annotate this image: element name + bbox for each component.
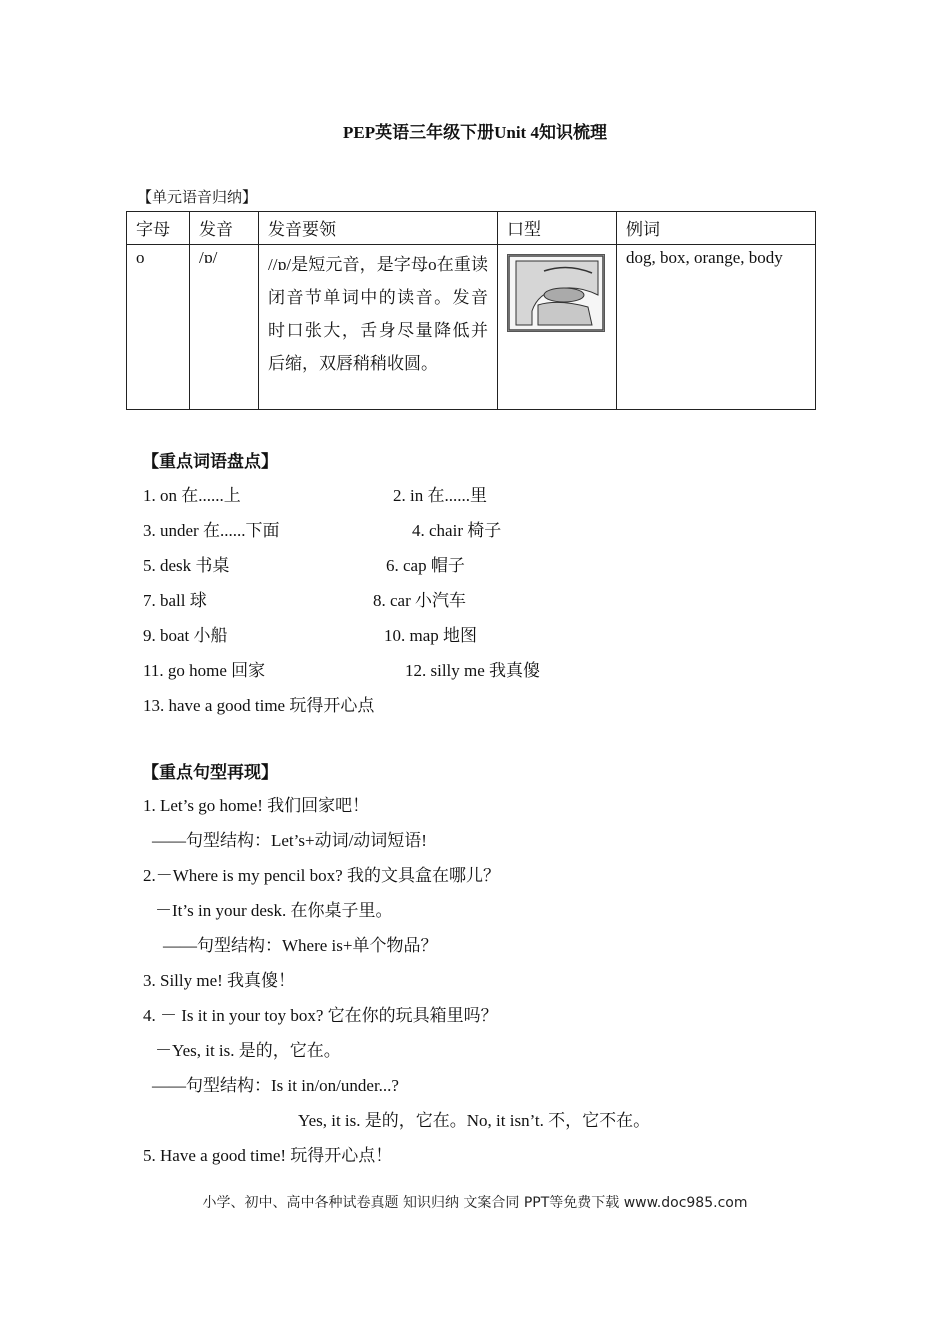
page-title: PEP英语三年级下册Unit 4知识梳理 (343, 123, 607, 142)
cell-letter: o (127, 245, 190, 410)
vocab-item: 8. car 小汽车 (373, 591, 467, 610)
sentence-line: 1. Let’s go home! 我们回家吧！ (143, 796, 370, 815)
vocab-item: 9. boat 小船 (143, 626, 228, 645)
phonics-table (126, 211, 816, 410)
header-letter: 字母 (127, 212, 190, 245)
phonics-row (127, 245, 816, 410)
phonics-heading: 【单元语音归纳】 (137, 190, 258, 206)
vocab-item: 3. under 在......下面 (143, 521, 280, 540)
footer-text: 小学、初中、高中各种试卷真题 知识归纳 文案合同 PPT等免费下载 www.doc985.com (202, 1195, 748, 1211)
vocab-item: 12. silly me 我真傻 (405, 661, 541, 680)
cell-mouth (498, 245, 617, 410)
sentence-line: 2.－Where is my pencil box? 我的文具盒在哪儿？ (143, 866, 500, 885)
cell-tip (259, 245, 498, 410)
header-tip: 发音要领 (259, 212, 498, 245)
vocab-heading: 【重点词语盘点】 (142, 452, 278, 471)
sentence-line: Yes, it is. 是的，它在。No, it isn’t. 不，它不在。 (298, 1111, 651, 1130)
header-mouth: 口型 (498, 212, 617, 245)
vocab-item: 2. in 在......里 (393, 486, 487, 505)
sentence-line: 3. Silly me! 我真傻！ (143, 971, 296, 990)
header-sound: 发音 (190, 212, 259, 245)
sentence-line: －It’s in your desk. 在你桌子里。 (155, 901, 393, 920)
vocab-item: 11. go home 回家 (143, 661, 266, 680)
header-examples: 例词 (617, 212, 816, 245)
vocab-item: 10. map 地图 (384, 626, 478, 645)
vocab-item: 7. ball 球 (143, 591, 207, 610)
sentence-line: 4. － Is it in your toy box? 它在你的玩具箱里吗？ (143, 1006, 498, 1025)
sentence-line: ——句型结构：Where is+单个物品？ (163, 936, 438, 955)
vocab-item: 4. chair 椅子 (412, 521, 502, 540)
phonics-header-row (127, 212, 816, 245)
cell-examples: dog, box, orange, body (617, 245, 816, 410)
vocab-item: 5. desk 书桌 (143, 556, 230, 575)
sentence-line: 5. Have a good time! 玩得开心点！ (143, 1146, 393, 1165)
sentence-line: ——句型结构：Let’s+动词/动词短语! (152, 831, 427, 850)
sentence-line: －Yes, it is. 是的，它在。 (155, 1041, 341, 1060)
vocab-item: 6. cap 帽子 (386, 556, 465, 575)
cell-sound: /ɒ/ (190, 245, 259, 410)
vocab-item: 1. on 在......上 (143, 486, 241, 505)
sentences-heading: 【重点句型再现】 (142, 763, 278, 782)
mouth-diagram-image (507, 254, 605, 332)
tip-text: //ɒ/是短元音，是字母o在重读闭音节单词中的读音。发音时口张大，舌身尽量降低并后缩，双唇稍稍收圆。 (268, 255, 488, 373)
vocab-item: 13. have a good time 玩得开心点 (143, 696, 375, 715)
sentence-line: ——句型结构：Is it in/on/under...? (152, 1076, 399, 1095)
